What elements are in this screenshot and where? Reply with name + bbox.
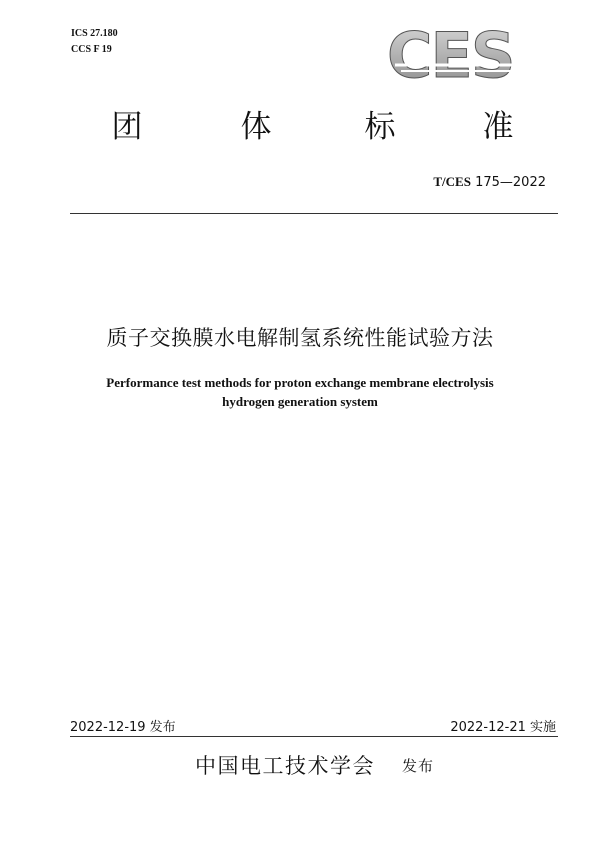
category-char-3: 标 [364, 109, 396, 145]
standard-code: 175—2022 [475, 175, 546, 190]
title-chinese: 质子交换膜水电解制氢系统性能试验方法 [106, 326, 494, 350]
ccs-code: CCS F 19 [71, 44, 112, 55]
standard-prefix: T/CES [433, 174, 471, 189]
implementation-date: 2022-12-21 实施 [450, 720, 556, 735]
ces-logo-text: CES [387, 24, 514, 82]
category-char-4: 准 [482, 109, 514, 145]
publisher-name: 中国电工技术学会 [195, 754, 375, 778]
top-divider [70, 213, 558, 214]
ics-code: ICS 27.180 [71, 28, 118, 39]
standard-number [433, 174, 546, 190]
ces-logo [383, 24, 523, 82]
issue-date: 2022-12-19 发布 [70, 720, 176, 735]
bottom-divider [70, 736, 558, 737]
category-char-1: 团 [111, 109, 143, 145]
title-english-line-2: hydrogen generation system [222, 394, 378, 409]
category-char-2: 体 [240, 109, 272, 145]
title-english-line-1: Performance test methods for proton exchange membrane electrolysis [106, 375, 494, 390]
publish-label: 发布 [402, 757, 435, 775]
